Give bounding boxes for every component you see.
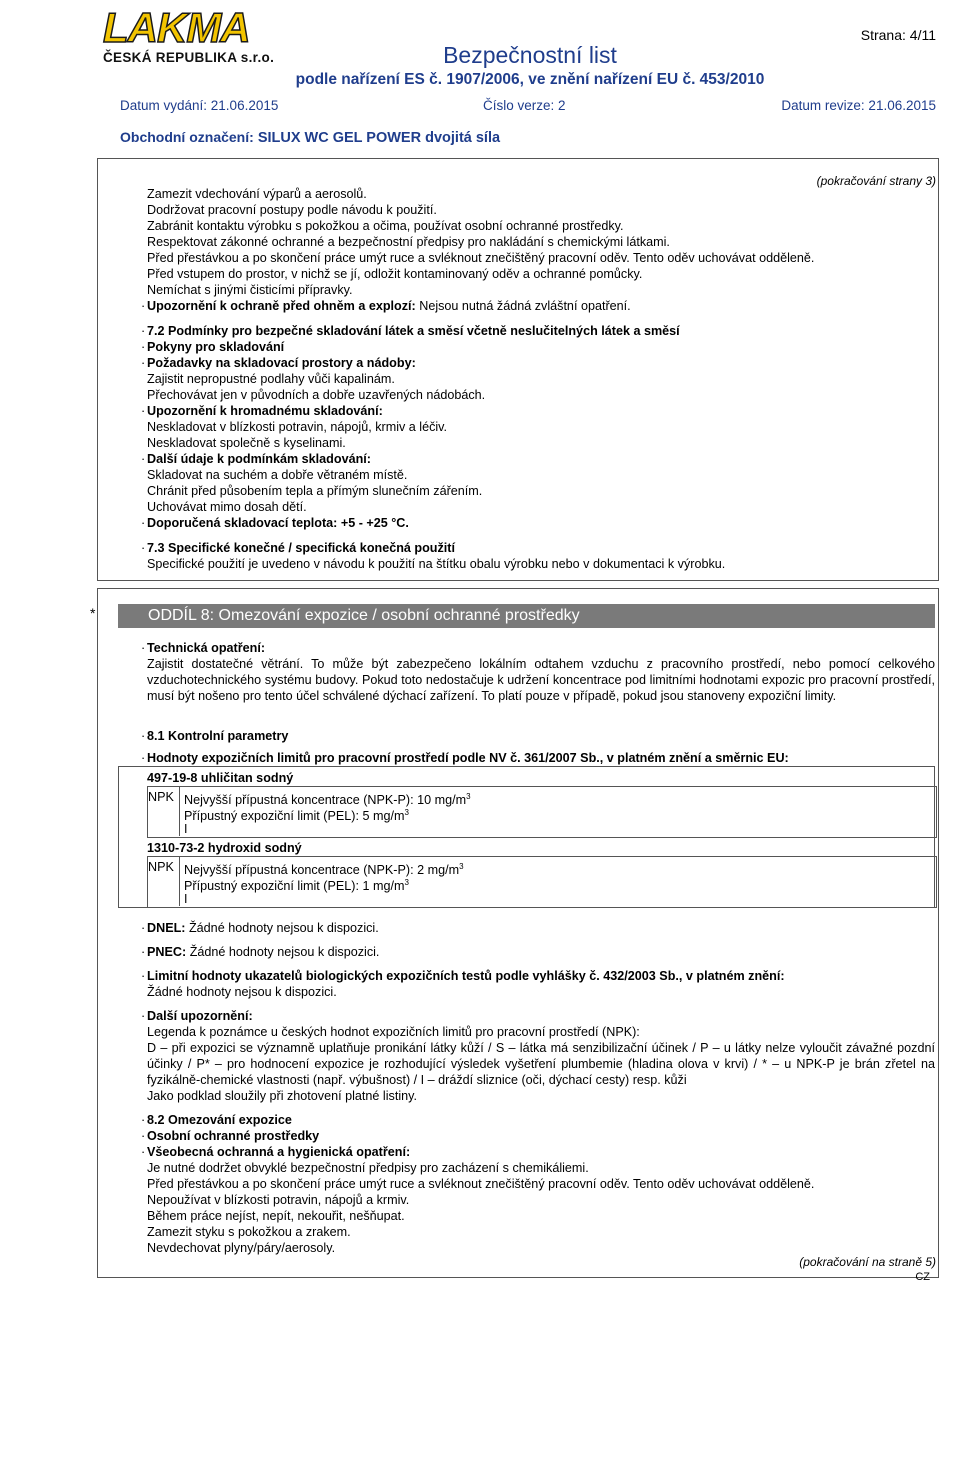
- document-subtitle: podle nařízení ES č. 1907/2006, ve znění nařízení EU č. 453/2010: [295, 71, 765, 88]
- revision-marker: *: [90, 605, 96, 621]
- text-line: Chránit před působením tepla a přímým slunečním zářením.: [147, 484, 483, 498]
- text-line: Specifické použití je uvedeno v návodu k použití na štítku obalu výrobku nebo v dokumentaci k výrobku.: [147, 557, 726, 571]
- technical-measures-text: Zajistit dostatečné větrání. To může být zabezpečeno lokálním odtahem vzduchu z pracovního prostředí, nebo pomocí celkového vzduchotechnického systému budovy. Pokud toto nedostačuje k udržení koncentrace pod limitními hodnotami expozic pro pracovní prostředí, musí být nošeno pro tento účel schválené dýchací zařízení. To platí pouze v případě, pokud jsou stanoveny expoziční limity.: [147, 657, 935, 704]
- further-storage-heading: Další údaje k podmínkám skladování:: [147, 452, 371, 466]
- pel-value: Přípustný expoziční limit (PEL): 5 $mg/m^3$: [184, 808, 409, 823]
- additional-notes-heading: Další upozornění:: [147, 1009, 253, 1023]
- npk-value: Nejvyšší přípustná koncentrace (NPK-P): 10 $mg/m^3$: [184, 792, 471, 807]
- section-8-1-heading: 8.1 Kontrolní parametry: [147, 729, 289, 743]
- storage-heading: Pokyny pro skladování: [147, 340, 285, 354]
- text-line: Je nutné dodržet obvyklé bezpečnostní předpisy pro zacházení s chemikáliemi.: [147, 1161, 589, 1175]
- text-line: Zabránit kontaktu výrobku s pokožkou a očima, používat osobní ochranné prostředky.: [147, 219, 624, 233]
- text-line: Během práce nejíst, nepít, nekouřit, nešňupat.: [147, 1209, 405, 1223]
- section-8-heading: ODDÍL 8: Omezování expozice / osobní ochranné prostředky: [118, 604, 935, 628]
- logo-subtitle: ČESKÁ REPUBLIKA s.r.o.: [103, 50, 275, 65]
- text-line: Zajistit nepropustné podlahy vůči kapalinám.: [147, 372, 395, 386]
- text-line: Zamezit vdechování výparů a aerosolů.: [147, 187, 367, 201]
- trade-name: Obchodní označení: SILUX WC GEL POWER dvojitá síla: [120, 129, 501, 146]
- hygiene-heading: Všeobecná ochranná a hygienická opatření:: [147, 1145, 411, 1159]
- text-line: Přechovávat jen v původních a dobře uzavřených nádobách.: [147, 388, 486, 402]
- notes-legend: Legenda k poznámce u českých hodnot expozičních limitů pro pracovní prostředí (NPK):: [147, 1025, 640, 1039]
- npk-value: Nejvyšší přípustná koncentrace (NPK-P): 2 $mg/m^3$: [184, 862, 464, 877]
- pel-value: Přípustný expoziční limit (PEL): 1 $mg/m^3$: [184, 878, 409, 893]
- fire-protection: Upozornění k ochraně před ohněm a explozí: Nejsou nutná žádná zvláštní opatření.: [147, 299, 631, 313]
- ppe-heading: Osobní ochranné prostředky: [147, 1129, 320, 1143]
- common-storage-heading: Upozornění k hromadnému skladování:: [147, 404, 383, 418]
- text-line: Respektovat zákonné ochranné a bezpečnostní předpisy pro nakládání s chemickými látkami.: [147, 235, 670, 249]
- continued-to: (pokračování na straně 5): [799, 1255, 936, 1269]
- biological-limits-heading: Limitní hodnoty ukazatelů biologických expozičních testů podle vyhlášky č. 432/2003 Sb., v platném znění:: [147, 969, 785, 983]
- technical-measures-heading: Technická opatření:: [147, 641, 266, 655]
- logo-wordmark: LAKMA: [103, 4, 250, 51]
- pnec-line: PNEC: Žádné hodnoty nejsou k dispozici.: [147, 945, 380, 959]
- text-line: Před vstupem do prostor, v nichž se jí, odložit kontaminovaný oděv a ochranné pomůcky.: [147, 267, 643, 281]
- section-7-2-heading: 7.2 Podmínky pro bezpečné skladování látek a směsí včetně neslučitelných látek a směsí: [147, 324, 680, 338]
- text-line: Dodržovat pracovní postupy podle návodu k použití.: [147, 203, 437, 217]
- text-line: Neskladovat společně s kyselinami.: [147, 436, 346, 450]
- section-8-2-heading: 8.2 Omezování expozice: [147, 1113, 292, 1127]
- document-title: Bezpečnostní list: [443, 42, 617, 68]
- dnel-line: DNEL: Žádné hodnoty nejsou k dispozici.: [147, 921, 379, 935]
- substance-name: 497-19-8 uhličitan sodný: [147, 771, 294, 785]
- language-code: CZ: [915, 1271, 930, 1283]
- text-line: Před přestávkou a po skončení práce umýt ruce a svléknout znečištěný pracovní oděv. Tento oděv uchovávat odděleně.: [147, 251, 815, 265]
- npk-note: I: [184, 822, 188, 836]
- notes-basis: Jako podklad sloužily při zhotovení platné listiny.: [147, 1089, 417, 1103]
- text-line: Skladovat na suchém a dobře větraném místě.: [147, 468, 408, 482]
- version-number: Číslo verze: 2: [483, 98, 566, 113]
- text-line: Nepoužívat v blízkosti potravin, nápojů a krmiv.: [147, 1193, 410, 1207]
- text-line: Uchovávat mimo dosah dětí.: [147, 500, 307, 514]
- text-line: Nevdechovat plyny/páry/aerosoly.: [147, 1241, 336, 1255]
- text-line: Před přestávkou a po skončení práce umýt ruce a svléknout znečištěný pracovní oděv. Tento oděv uchovávat odděleně.: [147, 1177, 815, 1191]
- storage-temperature: Doporučená skladovací teplota: +5 - +25 °C.: [147, 516, 409, 530]
- company-logo: [103, 4, 278, 68]
- npk-code: NPK: [148, 790, 174, 804]
- storage-requirements-heading: Požadavky na skladovací prostory a nádoby:: [147, 356, 416, 370]
- substance-name: 1310-73-2 hydroxid sodný: [147, 841, 302, 855]
- section-7-3-heading: 7.3 Specifické konečné / specifická konečná použití: [147, 541, 455, 555]
- exposure-limits-heading: Hodnoty expozičních limitů pro pracovní prostředí podle NV č. 361/2007 Sb., v platném znění a směrnic EU:: [147, 751, 789, 765]
- page-number: Strana: 4/11: [860, 27, 936, 43]
- biological-limits-text: Žádné hodnoty nejsou k dispozici.: [147, 985, 337, 999]
- issue-date: Datum vydání: 21.06.2015: [120, 98, 279, 113]
- revision-date: Datum revize: 21.06.2015: [781, 98, 936, 113]
- continued-from: (pokračování strany 3): [816, 174, 936, 188]
- notes-text: D – při expozici se významně uplatňuje pronikání látky kůží / S – látka má senzibilizační účinek / P – u látky nelze vyloučit závažné pozdní účinky / P* – pro hodnocení expozice je rozhodující výsledek vyšetření plumbemie (hladina olova v krvi) / * – u NPK-P je brán zřetel na fyzikálně-chemické vlastnosti (např. výbušnost) / I – dráždí sliznice (oči, dýchací cesty) resp. kůži: [147, 1041, 935, 1088]
- npk-note: I: [184, 892, 188, 906]
- npk-code: NPK: [148, 860, 174, 874]
- text-line: Neskladovat v blízkosti potravin, nápojů, krmiv a léčiv.: [147, 420, 448, 434]
- text-line: Nemíchat s jinými čisticími přípravky.: [147, 283, 353, 297]
- text-line: Zamezit styku s pokožkou a zrakem.: [147, 1225, 351, 1239]
